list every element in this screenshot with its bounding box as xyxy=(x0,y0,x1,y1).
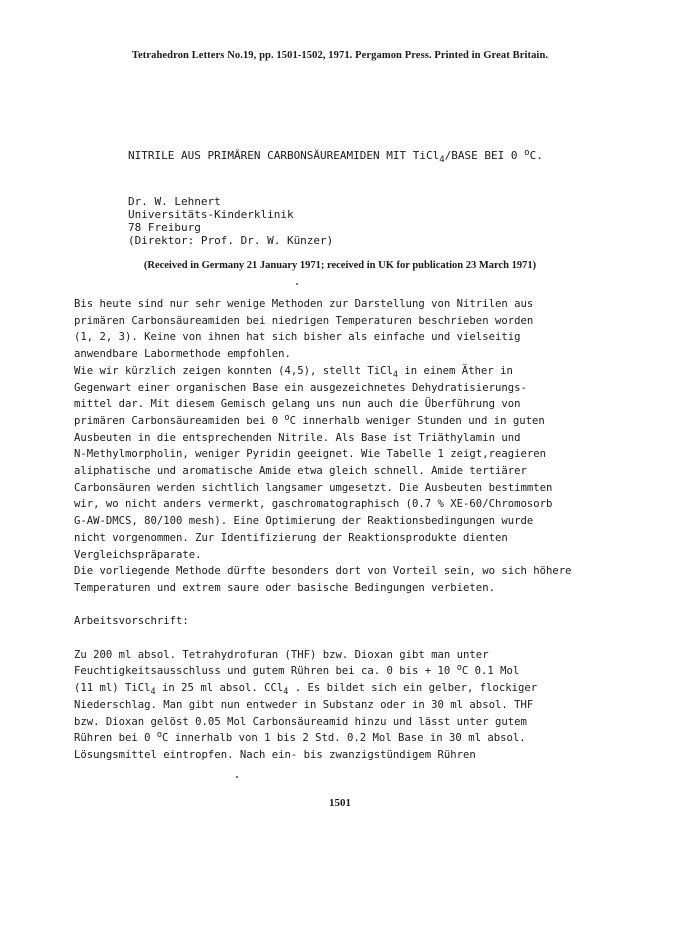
title-superscript: o xyxy=(524,148,530,158)
body-line: nicht vorgenommen. Zur Identifizierung der Reaktionsprodukte dienten xyxy=(74,531,508,544)
body-line: Die vorliegende Methode dürfte besonders dort von Vorteil sein, wo sich höhere xyxy=(74,565,572,578)
body-line-text: C innerhalb weniger Stunden und in guten xyxy=(289,414,545,427)
body-line: anwendbare Labormethode empfohlen. xyxy=(74,348,291,361)
body-line: (1, 2, 3). Keine von ihnen hat sich bisher als einfache und vielseitig xyxy=(74,331,521,344)
superscript: o xyxy=(156,730,163,741)
author-director: (Direktor: Prof. Dr. W. Künzer) xyxy=(128,234,334,247)
body-line-text: in 25 ml absol. CCl xyxy=(155,682,284,695)
body-line xyxy=(74,680,654,697)
subscript: 4 xyxy=(150,687,156,698)
body-line xyxy=(74,663,654,680)
body-line: wir, wo nicht anders vermerkt, gaschromatographisch (0.7 % XE-60/Chromosorb xyxy=(74,498,553,511)
body-line-text: . Es bildet sich ein gelber, flockiger xyxy=(288,682,538,695)
title-text: NITRILE AUS PRIMÄREN CARBONSÄUREAMIDEN MIT TiCl xyxy=(128,149,440,162)
page-number: 1501 xyxy=(329,797,351,809)
title-subscript: 4 xyxy=(439,155,445,165)
journal-citation-header: Tetrahedron Letters No.19, pp. 1501-1502, 1971. Pergamon Press. Printed in Great Britain. xyxy=(131,50,549,61)
body-line: Gegenwart einer organischen Base ein ausgezeichnetes Dehydratisierungs- xyxy=(74,381,527,394)
body-line-text: C innerhalb von 1 bis 2 Std. 0.2 Mol Base in 30 ml absol. xyxy=(162,732,526,745)
superscript: o xyxy=(456,663,462,674)
body-line: Carbonsäuren werden sichtlich langsamer umgesetzt. Die Ausbeuten bestimmten xyxy=(74,481,553,494)
author-city: 78 Freiburg xyxy=(128,221,201,234)
scan-speck xyxy=(236,776,238,778)
body-line xyxy=(74,363,654,380)
received-note: (Received in Germany 21 January 1971; received in UK for publication 23 March 1971) xyxy=(143,260,537,271)
body-line xyxy=(74,730,654,747)
body-line-text: primären Carbonsäureamiden bei 0 xyxy=(74,414,285,427)
paragraph-gap xyxy=(74,597,654,614)
body-line-text: C 0.1 Mol xyxy=(461,665,520,678)
body-line-text: (11 ml) TiCl xyxy=(74,682,151,695)
subscript: 4 xyxy=(392,369,399,380)
author-block xyxy=(128,195,333,247)
body-line: Niederschlag. Man gibt nun entweder in Substanz oder in 30 ml absol. THF xyxy=(74,698,534,711)
body-line: bzw. Dioxan gelöst 0.05 Mol Carbonsäureamid hinzu und lässt unter gutem xyxy=(74,715,527,728)
body-line-text: in einem Äther in xyxy=(398,364,513,377)
title-text-end: C. xyxy=(529,149,543,162)
author-name: Dr. W. Lehnert xyxy=(128,195,221,208)
section-heading: Arbeitsvorschrift: xyxy=(74,615,189,628)
body-line: Temperaturen und extrem saure oder basische Bedingungen verbieten. xyxy=(74,581,495,594)
superscript: o xyxy=(284,412,290,423)
body-line-text: Feuchtigkeitsausschluss und gutem Rühren bei ca. 0 bis + 10 xyxy=(74,665,457,678)
paragraph-gap xyxy=(74,630,654,647)
body-line-text: Rühren bei 0 xyxy=(74,732,157,745)
body-line: Bis heute sind nur sehr wenige Methoden zur Darstellung von Nitrilen aus xyxy=(74,298,534,310)
body-line: N-Methylmorpholin, weniger Pyridin geeignet. Wie Tabelle 1 zeigt,reagieren xyxy=(74,448,546,461)
subscript: 4 xyxy=(283,687,289,698)
body-line: primären Carbonsäureamiden bei niedrigen Temperaturen beschrieben worden xyxy=(74,314,534,327)
body-line xyxy=(74,413,654,430)
body-line: mittel dar. Mit diesem Gemisch gelang uns nun auch die Überführung von xyxy=(74,398,521,411)
title-text-middle: /BASE BEI 0 xyxy=(444,149,525,162)
body-line: Ausbeuten in die entsprechenden Nitrile. Als Base ist Triäthylamin und xyxy=(74,431,521,444)
author-affiliation: Universitäts-Kinderklinik xyxy=(128,208,294,221)
body-line: G-AW-DMCS, 80/100 mesh). Eine Optimierung der Reaktionsbedingungen wurde xyxy=(74,515,534,528)
article-body xyxy=(74,296,654,764)
body-line: Zu 200 ml absol. Tetrahydrofuran (THF) bzw. Dioxan gibt man unter xyxy=(74,648,489,661)
article-title xyxy=(128,148,543,165)
body-line-text: Wie wir kürzlich zeigen konnten (4,5), stellt TiCl xyxy=(74,364,393,377)
body-line: Vergleichspräparate. xyxy=(74,548,202,561)
scan-speck xyxy=(296,283,298,285)
body-line: Lösungsmittel eintropfen. Nach ein- bis zwanzigstündigem Rühren xyxy=(74,748,476,761)
body-line: aliphatische und aromatische Amide etwa gleich schnell. Amide tertiärer xyxy=(74,465,527,478)
